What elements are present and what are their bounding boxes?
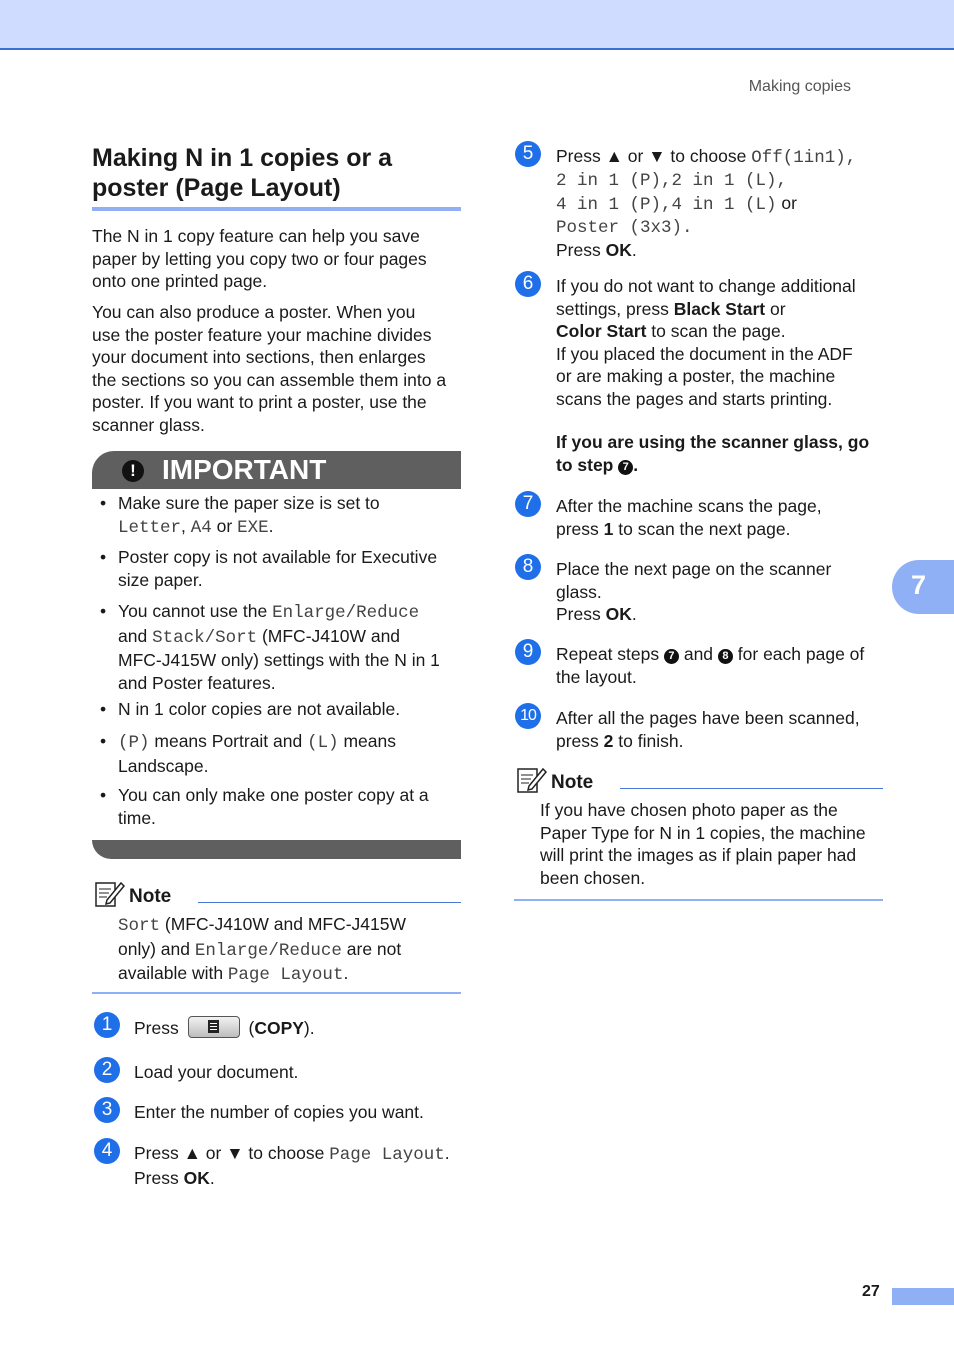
text-line: After all the pages have been scanned, [556, 708, 860, 728]
step-4-badge: 4 [94, 1138, 120, 1164]
text-line: Poster copy is not available for Executive [118, 547, 438, 567]
text: Press [556, 240, 606, 260]
key-name: Color Start [556, 321, 647, 341]
step-6-text [556, 275, 886, 476]
text-line [118, 938, 463, 963]
text-line: If you are using the scanner glass, go [556, 432, 870, 452]
text-line [556, 192, 886, 217]
page-number-bar [892, 1288, 954, 1305]
step-ref-icon: 7 [618, 460, 633, 475]
mono-term: Page Layout [227, 965, 344, 985]
text: for each page of [732, 644, 865, 664]
text-line: the layout. [556, 666, 637, 687]
text: available with [118, 963, 228, 983]
text-line: Paper Type for N in 1 copies, the machine [540, 822, 866, 843]
bullet-dot: • [100, 547, 107, 567]
down-arrow-icon: ▼ [226, 1143, 244, 1163]
text-line: If you do not want to change additional [556, 276, 856, 296]
page-number: 27 [862, 1283, 880, 1300]
text-line: paper by letting you copy two or four pages [92, 248, 427, 269]
intro-paragraph-1 [92, 225, 462, 293]
up-arrow-icon: ▲ [605, 146, 623, 166]
step-5-text [556, 145, 886, 262]
note-1-body [118, 913, 463, 987]
step-8-badge: 8 [515, 554, 541, 580]
mono-term: Enlarge/Reduce [272, 603, 420, 623]
text: press [556, 518, 604, 539]
note-label: Note [551, 772, 594, 793]
copy-key-icon [188, 1016, 240, 1038]
text-line [556, 239, 886, 262]
intro-paragraph-2 [92, 301, 462, 436]
text-line: time. [118, 807, 156, 828]
text-line [118, 913, 463, 938]
step-1-text [134, 1016, 464, 1040]
text: (MFC-J410W and [257, 625, 401, 646]
note-header-line [620, 788, 883, 789]
text: only) and [118, 938, 195, 959]
text: Press [556, 604, 606, 624]
text: . [209, 1167, 215, 1188]
text-line [556, 518, 886, 541]
text: . [631, 604, 637, 624]
mono-term: Page Layout [329, 1145, 445, 1165]
top-banner [0, 0, 954, 50]
step-2-badge: 2 [94, 1057, 120, 1083]
mono-term: Stack/Sort [152, 627, 258, 648]
note-label: Note [129, 886, 172, 907]
step-10-text [556, 707, 886, 752]
text-line [556, 298, 886, 321]
text: Press [134, 1143, 184, 1163]
mono-term: Sort [118, 916, 161, 936]
text-line: scanner glass. [92, 414, 205, 435]
text: to scan the page. [646, 321, 786, 341]
title-line-2: poster (Page Layout) [92, 174, 341, 202]
text-line [134, 1167, 464, 1190]
note-bottom-rule [92, 992, 461, 994]
key-name: OK [605, 240, 632, 260]
text-line: glass. [556, 581, 602, 602]
text: settings, press [556, 298, 674, 319]
step-8-text [556, 558, 886, 626]
running-header: Making copies [748, 78, 851, 95]
step-9-text [556, 643, 886, 688]
step-6-badge: 6 [515, 271, 541, 297]
text-line [118, 600, 463, 625]
text-line: N in 1 color copies are not available. [118, 699, 401, 719]
text-line: Landscape. [118, 755, 209, 776]
text: means [338, 731, 396, 751]
text-line [118, 625, 463, 650]
chapter-number: 7 [911, 570, 927, 600]
text: or [200, 1143, 227, 1163]
text-line [118, 962, 463, 987]
text-line [556, 454, 886, 477]
note-bottom-rule [514, 899, 883, 901]
mono-term: 2 in 1 (P),2 in 1 (L), [556, 170, 788, 191]
text-line: onto one printed page. [92, 271, 268, 291]
text: or [211, 515, 238, 536]
key-name: Black Start [673, 298, 766, 319]
text: to scan the next page. [613, 518, 791, 539]
step-7-text [556, 495, 886, 540]
bullet-dot: • [100, 493, 107, 513]
step-1-badge: 1 [94, 1012, 120, 1038]
text-line: will print the images as if plain paper had [540, 845, 857, 865]
text-line [556, 730, 886, 753]
text-line: You can only make one poster copy at a [118, 785, 429, 805]
step-2-text: Load your document. [134, 1062, 299, 1082]
text: . [268, 515, 274, 536]
step-ref-icon: 7 [664, 649, 679, 664]
text-line: If you placed the document in the ADF [556, 343, 853, 364]
text-line [118, 730, 463, 755]
text: to step [556, 454, 619, 475]
down-arrow-icon: ▼ [648, 146, 666, 166]
text: , [181, 515, 191, 536]
text: Press [556, 146, 606, 166]
important-header [92, 451, 461, 489]
text-line: the sections so you can assemble them into a [92, 369, 447, 390]
text: . [633, 454, 639, 475]
text: ( [248, 1018, 255, 1038]
text: (MFC-J410W and MFC-J415W [160, 914, 407, 934]
text: Repeat steps [556, 644, 664, 664]
bullet-dot: • [100, 785, 107, 805]
bullet-dot: • [100, 731, 107, 751]
step-4-text [134, 1142, 464, 1189]
step-7-badge: 7 [515, 491, 541, 517]
bullet-dot: • [100, 601, 107, 621]
text: to finish. [613, 730, 684, 751]
text-line: use the poster feature your machine divides [92, 324, 432, 345]
text: Press [134, 1167, 184, 1188]
text: to choose [665, 146, 752, 166]
text-line: been chosen. [540, 867, 646, 888]
mono-term: Poster (3x3). [556, 217, 693, 238]
text: ). [303, 1018, 315, 1038]
text: Press [134, 1018, 179, 1038]
up-arrow-icon: ▲ [183, 1143, 201, 1163]
text: are not [341, 938, 402, 959]
text: and [678, 644, 718, 664]
mono-term: Letter [118, 517, 182, 538]
text-line: If you have chosen photo paper as the [540, 800, 838, 820]
text: or [776, 193, 797, 213]
text-line [118, 515, 463, 540]
text-line [134, 1142, 464, 1167]
bullet-dot: • [100, 699, 107, 719]
text-line: or are making a poster, the machine [556, 366, 836, 386]
text-line: poster. If you want to print a poster, use the [92, 392, 427, 412]
text-line: After the machine scans the page, [556, 496, 822, 516]
mono-term: Enlarge/Reduce [194, 940, 342, 961]
text: means Portrait and [149, 731, 308, 751]
step-5-badge: 5 [515, 141, 541, 167]
text-line: size paper. [118, 569, 203, 590]
mono-term: (P) [118, 733, 150, 753]
note-pencil-icon [517, 766, 547, 794]
text: . [444, 1143, 450, 1163]
title-line-1: Making N in 1 copies or a [92, 144, 393, 172]
key-name: 1 [603, 518, 614, 539]
key-name: OK [183, 1167, 210, 1188]
key-name: COPY [254, 1018, 304, 1038]
text: press [556, 730, 604, 751]
step-10-badge: 10 [515, 703, 541, 729]
text: . [631, 240, 637, 260]
text-line [556, 603, 886, 626]
chapter-tab [892, 560, 954, 614]
mono-term: EXE [237, 517, 269, 538]
text-line: Make sure the paper size is set to [118, 493, 380, 513]
section-title [92, 143, 462, 203]
important-label: IMPORTANT [162, 454, 327, 485]
step-3-text: Enter the number of copies you want. [134, 1102, 424, 1122]
key-name: OK [605, 604, 632, 624]
title-underline [92, 207, 461, 211]
text-line [556, 145, 886, 170]
text: and [118, 625, 153, 646]
step-ref-icon: 8 [718, 649, 733, 664]
step-9-badge: 9 [515, 639, 541, 665]
note-header-line [198, 902, 461, 903]
text-line [556, 320, 886, 343]
mono-term: (L) [307, 733, 339, 753]
text-line: scans the pages and starts printing. [556, 388, 833, 409]
text: or [622, 146, 649, 166]
important-footer [92, 840, 461, 859]
text-line [556, 643, 886, 666]
note-pencil-icon [95, 880, 125, 908]
text-line: You can also produce a poster. When you [92, 302, 416, 322]
text: to choose [243, 1143, 330, 1163]
text-line: The N in 1 copy feature can help you save [92, 226, 420, 246]
text: You cannot use the [118, 601, 273, 621]
note-2-body [540, 799, 885, 889]
text-line: MFC-J415W only) settings with the N in 1 [118, 650, 440, 670]
text-line: Place the next page on the scanner [556, 559, 832, 579]
mono-term: Off(1in1), [751, 148, 857, 168]
text: or [765, 298, 786, 319]
key-name: 2 [603, 730, 614, 751]
step-3-badge: 3 [94, 1097, 120, 1123]
text: . [343, 963, 349, 983]
text-line: and Poster features. [118, 672, 276, 693]
mono-term: A4 [190, 517, 212, 538]
text-line: your document into sections, then enlarges [92, 347, 426, 367]
mono-term: 4 in 1 (P),4 in 1 (L) [556, 195, 777, 215]
warning-icon: ! [122, 460, 144, 482]
